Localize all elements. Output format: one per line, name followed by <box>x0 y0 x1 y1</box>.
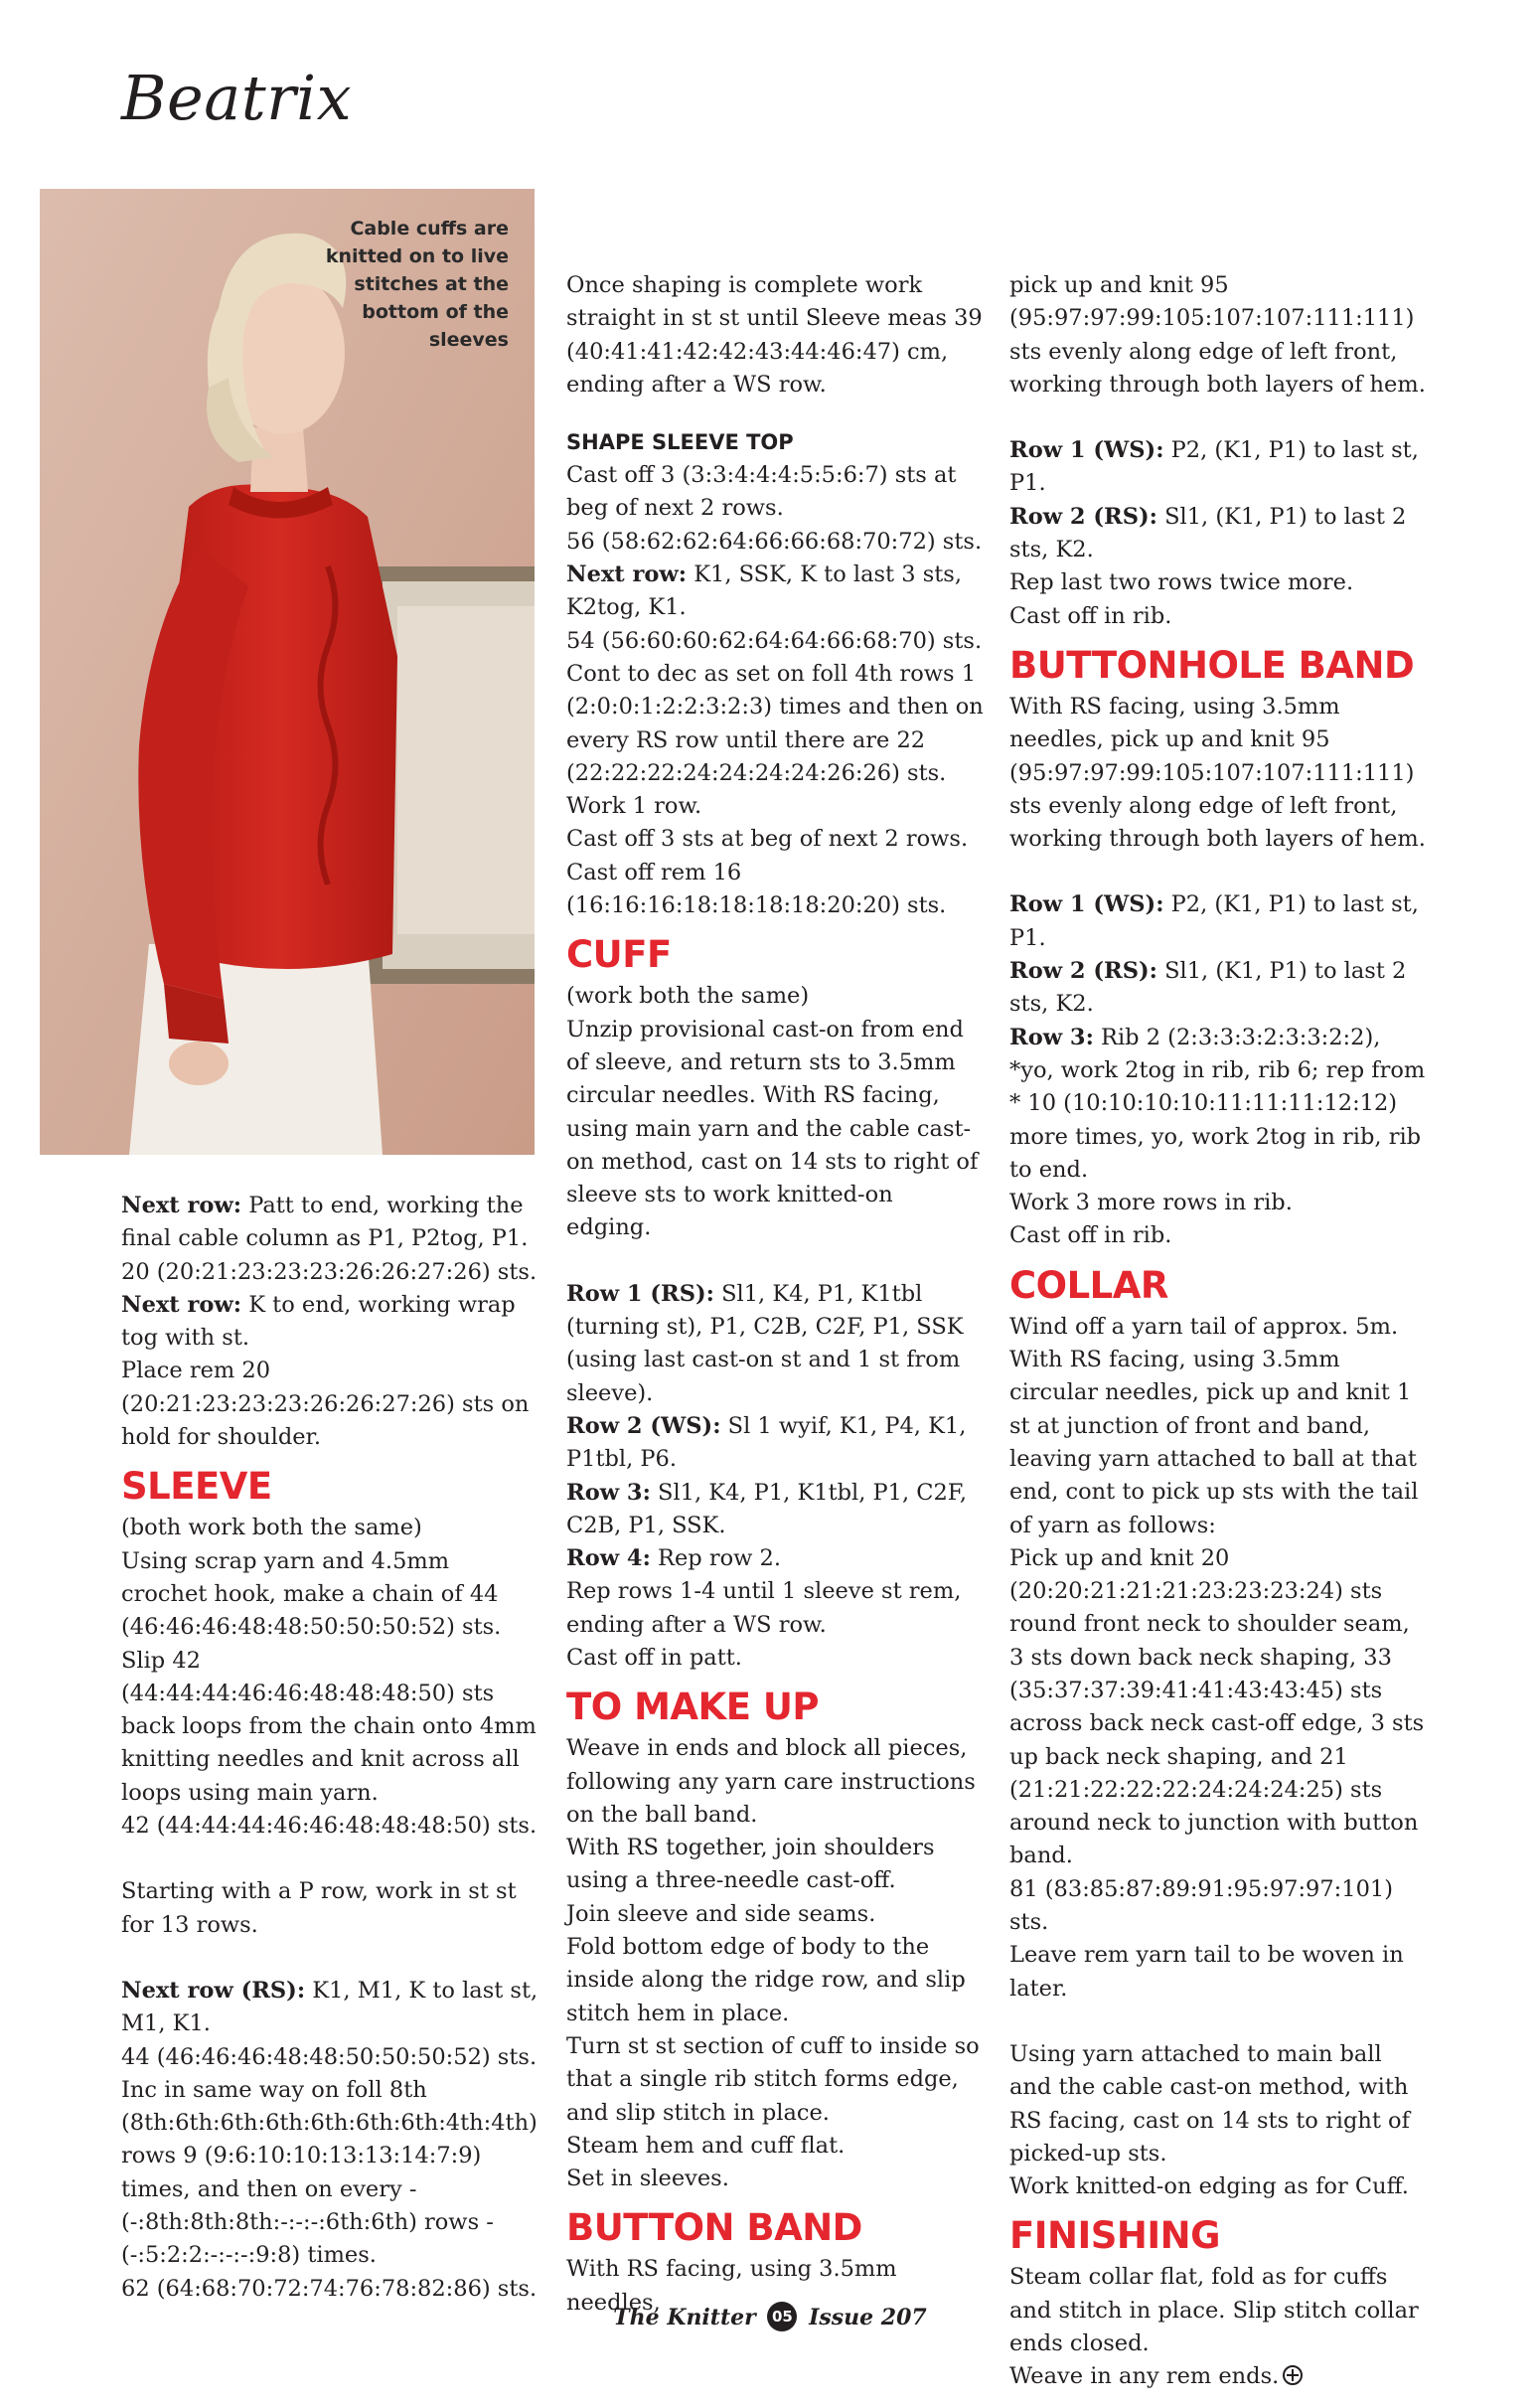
paragraph <box>121 1190 539 1256</box>
section-heading-buttonhole-band: BUTTONHOLE BAND <box>1009 643 1415 687</box>
row-text: Sl1, K4, P1, K1tbl (turning st), P1, C2B, C2F, P1, SSK (using last cast-on st and 1 st from sleeve). <box>566 1280 964 1406</box>
row-label: Row 2 (RS): <box>1009 503 1157 530</box>
page-title: Beatrix <box>121 62 353 134</box>
paragraph: Steam collar flat, fold as for cuffs and stitch in place. Slip stitch collar ends closed. <box>1009 2264 1419 2357</box>
row-text: Sl1, K4, P1, K1tbl, P1, C2F, C2B, P1, SSK. <box>566 1479 968 1538</box>
row-label: Next row: <box>121 1291 242 1318</box>
paragraph: Weave in ends and block all pieces, following any yarn care instructions on the ball band. <box>566 1735 976 1828</box>
paragraph: Cast off rem 16 (16:16:16:18:18:18:18:20:20) sts. <box>566 859 947 919</box>
paragraph: Unzip provisional cast-on from end of sleeve, and return sts to 3.5mm circular needles. With RS facing, using main yarn and the cable cast-on method, cast on 14 sts to right of sleeve sts to work knitted-on edging. <box>566 1016 979 1241</box>
row-label: Next row: <box>121 1193 242 1218</box>
column-3 <box>1009 269 1427 2394</box>
row-text: K1, SSK, K to last 3 sts, K2tog, K1. <box>566 562 962 621</box>
paragraph: (both work both the same) <box>121 1515 422 1541</box>
row-label: Row 2 (RS): <box>1009 958 1157 985</box>
row-text: K1, M1, K to last st, M1, K1. <box>121 1977 539 2037</box>
paragraph: 44 (46:46:46:48:48:50:50:50:52) sts. <box>121 2043 538 2070</box>
paragraph: Place rem 20 (20:21:23:23:23:26:26:27:26) sts on hold for shoulder. <box>121 1358 530 1451</box>
row-text: Rep row 2. <box>650 1545 782 1572</box>
paragraph <box>1009 2360 1427 2393</box>
paragraph: Fold bottom edge of body to the inside along the ridge row, and slip stitch hem in place. <box>566 1934 966 2026</box>
paragraph: With RS facing, using 3.5mm circular needles, pick up and knit 1 st at junction of front and band, leaving yarn attached to ball at that end, cont to pick up sts with the tail of yarn as follows: <box>1009 1347 1419 1538</box>
paragraph: Rep rows 1-4 until 1 sleeve st rem, ending after a WS row. <box>566 1578 962 1638</box>
paragraph: (work both the same) <box>566 983 810 1010</box>
row-text: Weave in any rem ends. <box>1009 2363 1280 2390</box>
row-label: Row 3: <box>1009 1024 1094 1050</box>
issue-number: Issue 207 <box>809 2305 927 2330</box>
subheading-shape-sleeve-top: SHAPE SLEEVE TOP <box>566 430 794 455</box>
section-heading-to-make-up: TO MAKE UP <box>566 1686 820 1729</box>
row-text: Patt to end, working the final cable column as P1, P2tog, P1. <box>121 1193 529 1252</box>
paragraph: Using scrap yarn and 4.5mm crochet hook, make a chain of 44 (46:46:46:48:48:50:50:50:52) sts. <box>121 1547 502 1641</box>
row-text: Sl1, (K1, P1) to last 2 sts, K2. <box>1009 958 1407 1018</box>
row-label: Row 3: <box>566 1479 651 1506</box>
paragraph: Slip 42 (44:44:44:46:46:48:48:48:50) sts back loops from the chain onto 4mm knitting needles and knit across all loops using main yarn. <box>121 1647 537 1806</box>
paragraph: 62 (64:68:70:72:74:76:78:82:86) sts. <box>121 2275 538 2302</box>
paragraph: Leave rem yarn tail to be woven in later. <box>1009 1942 1404 2002</box>
section-heading-collar: COLLAR <box>1009 1263 1168 1307</box>
paragraph <box>1009 501 1427 567</box>
column-1 <box>121 1190 539 2306</box>
row-text: Sl1, (K1, P1) to last 2 sts, K2. <box>1009 503 1407 563</box>
paragraph: Steam hem and cuff flat. <box>566 2132 846 2159</box>
paragraph: With RS together, join shoulders using a three-needle cast-off. <box>566 1835 935 1894</box>
paragraph <box>566 559 984 625</box>
section-heading-finishing: FINISHING <box>1009 2214 1220 2258</box>
paragraph: Wind off a yarn tail of approx. 5m. <box>1009 1313 1399 1340</box>
row-text: P2, (K1, P1) to last st, P1. <box>1009 891 1419 951</box>
paragraph: With RS facing, using 3.5mm needles, <box>566 2256 897 2316</box>
paragraph: 42 (44:44:44:46:46:48:48:48:50) sts. <box>121 1813 538 1840</box>
section-heading-cuff: CUFF <box>566 933 672 977</box>
page-footer <box>0 2304 1540 2333</box>
paragraph: Cast off in rib. <box>1009 1222 1172 1249</box>
paragraph: Cast off 3 (3:3:4:4:4:5:5:6:7) sts at beg of next 2 rows. <box>566 462 957 522</box>
paragraph <box>566 1542 984 1575</box>
model-photo <box>40 189 535 1155</box>
paragraph: Pick up and knit 20 (20:20:21:21:21:23:23:23:24) sts round front neck to shoulder seam, 3 sts down back neck shaping, 33 (35:37:37:39:41:41:43:43:45) sts across back neck cast-off edge, 3 sts up back neck shaping, and 21 (21:21:22:22:22:24:24:24:25) sts around neck to junction with button band. <box>1009 1544 1425 1869</box>
paragraph: 20 (20:21:23:23:23:26:26:27:26) sts. <box>121 1258 538 1285</box>
end-of-pattern-icon <box>1283 2365 1303 2385</box>
row-text: Sl 1 wyif, K1, P4, K1, P1tbl, P6. <box>566 1412 967 1473</box>
row-text: P2, (K1, P1) to last st, P1. <box>1009 437 1419 497</box>
paragraph <box>121 1289 539 1356</box>
section-heading-button-band: BUTTON BAND <box>566 2206 862 2250</box>
paragraph <box>1009 955 1427 1022</box>
row-label: Row 1 (WS): <box>1009 891 1164 918</box>
paragraph: Inc in same way on foll 8th (8th:6th:6th:6th:6th:6th:6th:4th:4th) rows 9 (9:6:10:10:13:13:14:7:9) times, and then on every - (-:8th:8th:8th:-:-:-:6th:6th) rows - (-:5:2:2:-:-:-:9:8) times. <box>121 2076 538 2269</box>
photo-caption: Cable cuffs are knitted on to live stitches at the bottom of the sleeves <box>325 218 509 351</box>
paragraph: Cast off in rib. <box>1009 602 1172 629</box>
paragraph: 54 (56:60:60:62:64:64:66:68:70) sts. <box>566 627 983 654</box>
row-label: Row 2 (WS): <box>566 1412 721 1439</box>
paragraph: Work 1 row. <box>566 793 702 820</box>
section-heading-sleeve: SLEEVE <box>121 1465 272 1509</box>
row-text: K to end, working wrap tog with st. <box>121 1291 516 1352</box>
paragraph: With RS facing, using 3.5mm needles, pick up and knit 95 (95:97:97:99:105:107:107:111:111) sts evenly along edge of left front, working through both layers of hem. <box>1009 693 1426 853</box>
page-number-badge: 05 <box>767 2302 797 2331</box>
paragraph: Rep last two rows twice more. <box>1009 569 1354 596</box>
paragraph <box>121 1975 539 2041</box>
row-label: Next row: <box>566 562 688 588</box>
paragraph: Turn st st section of cuff to inside so that a single rib stitch forms edge, and slip stitch in place. <box>566 2032 980 2126</box>
row-label: Row 4: <box>566 1545 651 1572</box>
paragraph <box>566 1278 984 1410</box>
paragraph: Using yarn attached to main ball and the cable cast-on method, with RS facing, cast on 14 sts to right of picked-up sts. <box>1009 2040 1410 2167</box>
paragraph: pick up and knit 95 (95:97:97:99:105:107:107:111:111) sts evenly along edge of left front, working through both layers of hem. <box>1009 272 1426 398</box>
paragraph <box>566 1477 984 1543</box>
paragraph <box>1009 888 1427 955</box>
paragraph <box>1009 434 1427 501</box>
paragraph <box>1009 1022 1427 1187</box>
row-label: Row 1 (RS): <box>566 1280 714 1307</box>
row-label: Next row (RS): <box>121 1977 306 2004</box>
paragraph: Starting with a P row, work in st st for 13 rows. <box>121 1878 517 1938</box>
paragraph: Work knitted-on edging as for Cuff. <box>1009 2173 1409 2200</box>
column-2 <box>566 269 984 2320</box>
paragraph: Work 3 more rows in rib. <box>1009 1190 1293 1216</box>
paragraph: 81 (83:85:87:89:91:95:97:97:101) sts. <box>1009 1875 1393 1936</box>
paragraph: 56 (58:62:62:64:66:66:68:70:72) sts. <box>566 528 983 555</box>
paragraph: Once shaping is complete work straight in st st until Sleeve meas 39 (40:41:41:42:42:43:44:46:47) cm, ending after a WS row. <box>566 272 983 398</box>
paragraph <box>566 1410 984 1477</box>
row-text: Rib 2 (2:3:3:3:2:3:3:2:2), *yo, work 2tog in rib, rib 6; rep from * 10 (10:10:10:10:11:11:11:12:12) more times, yo, work 2tog in rib, rib to end. <box>1009 1024 1426 1183</box>
paragraph: Cont to dec as set on foll 4th rows 1 (2:0:0:1:2:2:3:2:3) times and then on every RS row until there are 22 (22:22:22:24:24:24:24:26:26) sts. <box>566 660 984 786</box>
paragraph: Set in sleeves. <box>566 2166 729 2192</box>
paragraph: Join sleeve and side seams. <box>566 1900 876 1927</box>
row-label: Row 1 (WS): <box>1009 437 1164 464</box>
paragraph: Cast off 3 sts at beg of next 2 rows. <box>566 826 969 853</box>
paragraph: Cast off in patt. <box>566 1644 742 1671</box>
magazine-name: The Knitter <box>613 2305 756 2330</box>
